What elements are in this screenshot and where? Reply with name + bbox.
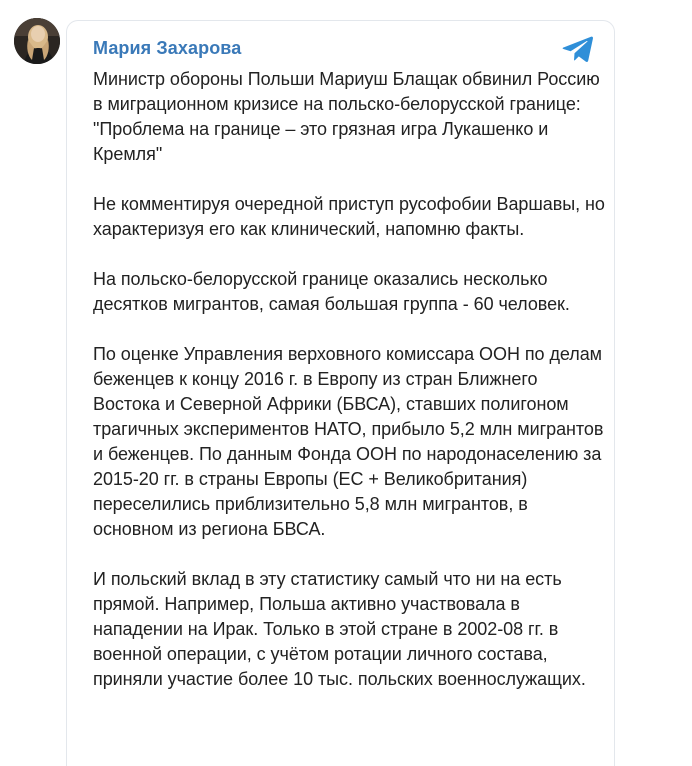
avatar-photo-icon — [14, 18, 60, 64]
author-name[interactable]: Мария Захарова — [93, 38, 242, 58]
message-paragraph-1: Министр обороны Польши Мариуш Блащак обвинил Россию в миграционном кризисе на польско-белорусской границе: "Проблема на границе – это грязная игра Лукашенко и Кремля" — [93, 69, 600, 164]
message-paragraph-4: По оценке Управления верховного комиссара ООН по делам беженцев к концу 2016 г. в Европу из стран Ближнего Востока и Северной Африки (БВСА), ставших полигоном трагичных экспериментов НАТО, прибыло 5,2 млн мигрантов и беженцев. По данным Фонда ООН по народонаселению за 2015-20 гг. в страны Европы (ЕС + Великобритания) переселились приблизительно 5,8 млн мигрантов, в основном из региона БВСА. — [93, 344, 604, 539]
message-card — [66, 20, 615, 766]
telegram-icon[interactable] — [562, 35, 594, 63]
message-paragraph-2: Не комментируя очередной приступ русофобии Варшавы, но характеризуя его как клинический, напомню факты. — [93, 194, 605, 239]
message-text — [93, 67, 608, 717]
message-paragraph-5: И польский вклад в эту статистику самый что ни на есть прямой. Например, Польша активно участвовала в нападении на Ирак. Только в этой стране в 2002-08 гг. в военной операции, с учётом ротации личного состава, приняли участие более 10 тыс. польских военнослужащих. — [93, 569, 586, 689]
message-paragraph-3: На польско-белорусской границе оказались несколько десятков мигрантов, самая большая группа - 60 человек. — [93, 269, 570, 314]
author-avatar[interactable] — [14, 18, 60, 64]
